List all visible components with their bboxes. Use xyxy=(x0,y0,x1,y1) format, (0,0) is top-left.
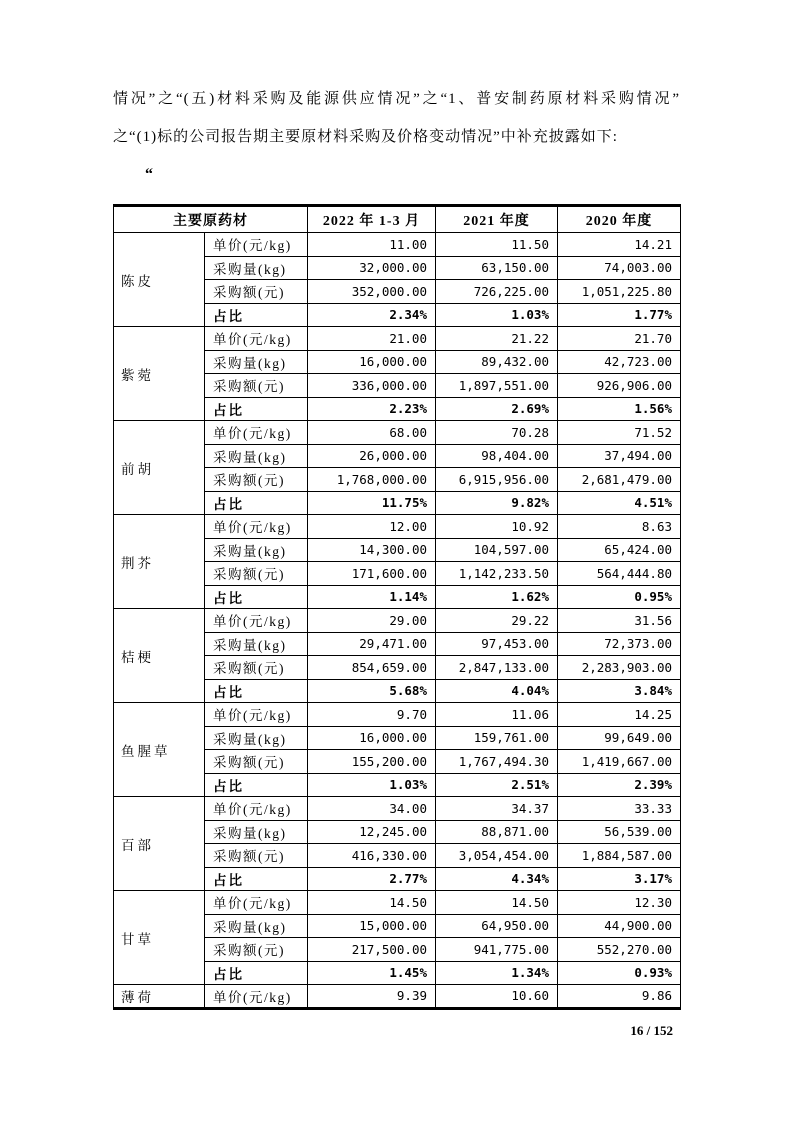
material-name: 鱼腥草 xyxy=(114,703,205,797)
header-period-2020: 2020 年度 xyxy=(558,206,681,233)
page-content xyxy=(0,80,793,1039)
metric-label: 单价(元/kg) xyxy=(205,421,308,445)
value-cell: 34.00 xyxy=(308,797,436,821)
metric-label: 采购量(kg) xyxy=(205,820,308,844)
value-cell: 1,897,551.00 xyxy=(436,374,558,398)
value-cell: 1.77% xyxy=(558,303,681,327)
table-row xyxy=(114,515,681,539)
value-cell: 99,649.00 xyxy=(558,726,681,750)
intro-paragraph xyxy=(113,80,680,156)
metric-label: 单价(元/kg) xyxy=(205,703,308,727)
metric-label: 采购量(kg) xyxy=(205,256,308,280)
metric-label: 采购额(元) xyxy=(205,750,308,774)
table-header xyxy=(114,206,681,233)
value-cell: 2,681,479.00 xyxy=(558,468,681,492)
value-cell: 416,330.00 xyxy=(308,844,436,868)
value-cell: 11.06 xyxy=(436,703,558,727)
table-row xyxy=(114,421,681,445)
value-cell: 14.50 xyxy=(436,891,558,915)
value-cell: 11.75% xyxy=(308,491,436,515)
value-cell: 159,761.00 xyxy=(436,726,558,750)
metric-label: 采购额(元) xyxy=(205,280,308,304)
value-cell: 74,003.00 xyxy=(558,256,681,280)
value-cell: 1,051,225.80 xyxy=(558,280,681,304)
metric-label: 采购额(元) xyxy=(205,374,308,398)
value-cell: 44,900.00 xyxy=(558,914,681,938)
metric-label: 单价(元/kg) xyxy=(205,233,308,257)
metric-label: 采购量(kg) xyxy=(205,726,308,750)
metric-label: 单价(元/kg) xyxy=(205,327,308,351)
metric-label: 占比 xyxy=(205,397,308,421)
value-cell: 70.28 xyxy=(436,421,558,445)
metric-label: 采购额(元) xyxy=(205,468,308,492)
header-period-2022: 2022 年 1-3 月 xyxy=(308,206,436,233)
value-cell: 0.95% xyxy=(558,585,681,609)
value-cell: 1.34% xyxy=(436,961,558,985)
value-cell: 29.22 xyxy=(436,609,558,633)
value-cell: 104,597.00 xyxy=(436,538,558,562)
value-cell: 32,000.00 xyxy=(308,256,436,280)
value-cell: 14.25 xyxy=(558,703,681,727)
table-body xyxy=(114,233,681,1009)
value-cell: 64,950.00 xyxy=(436,914,558,938)
value-cell: 854,659.00 xyxy=(308,656,436,680)
value-cell: 12.00 xyxy=(308,515,436,539)
value-cell: 2.23% xyxy=(308,397,436,421)
value-cell: 29.00 xyxy=(308,609,436,633)
value-cell: 16,000.00 xyxy=(308,350,436,374)
header-period-2021: 2021 年度 xyxy=(436,206,558,233)
value-cell: 21.22 xyxy=(436,327,558,351)
value-cell: 1,767,494.30 xyxy=(436,750,558,774)
value-cell: 4.51% xyxy=(558,491,681,515)
value-cell: 34.37 xyxy=(436,797,558,821)
value-cell: 72,373.00 xyxy=(558,632,681,656)
value-cell: 4.34% xyxy=(436,867,558,891)
material-name: 薄荷 xyxy=(114,985,205,1009)
value-cell: 352,000.00 xyxy=(308,280,436,304)
material-name: 百部 xyxy=(114,797,205,891)
metric-label: 单价(元/kg) xyxy=(205,515,308,539)
value-cell: 336,000.00 xyxy=(308,374,436,398)
value-cell: 1.03% xyxy=(436,303,558,327)
material-name: 陈皮 xyxy=(114,233,205,327)
value-cell: 1,884,587.00 xyxy=(558,844,681,868)
table-row xyxy=(114,797,681,821)
metric-label: 单价(元/kg) xyxy=(205,797,308,821)
value-cell: 1.45% xyxy=(308,961,436,985)
value-cell: 1,768,000.00 xyxy=(308,468,436,492)
value-cell: 37,494.00 xyxy=(558,444,681,468)
value-cell: 26,000.00 xyxy=(308,444,436,468)
value-cell: 155,200.00 xyxy=(308,750,436,774)
material-name: 荆芥 xyxy=(114,515,205,609)
metric-label: 采购额(元) xyxy=(205,562,308,586)
value-cell: 9.86 xyxy=(558,985,681,1009)
value-cell: 726,225.00 xyxy=(436,280,558,304)
value-cell: 56,539.00 xyxy=(558,820,681,844)
metric-label: 采购量(kg) xyxy=(205,632,308,656)
intro-line-2: 之“(1)标的公司报告期主要原材料采购及价格变动情况”中补充披露如下: xyxy=(113,129,618,145)
value-cell: 98,404.00 xyxy=(436,444,558,468)
value-cell: 941,775.00 xyxy=(436,938,558,962)
metric-label: 单价(元/kg) xyxy=(205,609,308,633)
value-cell: 552,270.00 xyxy=(558,938,681,962)
value-cell: 68.00 xyxy=(308,421,436,445)
opening-quote-mark: “ xyxy=(145,166,153,183)
value-cell: 2.69% xyxy=(436,397,558,421)
value-cell: 12,245.00 xyxy=(308,820,436,844)
value-cell: 15,000.00 xyxy=(308,914,436,938)
value-cell: 71.52 xyxy=(558,421,681,445)
value-cell: 12.30 xyxy=(558,891,681,915)
value-cell: 3.84% xyxy=(558,679,681,703)
value-cell: 1.14% xyxy=(308,585,436,609)
value-cell: 1.03% xyxy=(308,773,436,797)
metric-label: 占比 xyxy=(205,867,308,891)
value-cell: 9.82% xyxy=(436,491,558,515)
metric-label: 占比 xyxy=(205,961,308,985)
table-row xyxy=(114,327,681,351)
intro-line-1: 情况”之“(五)材料采购及能源供应情况”之“1、普安制药原材料采购情况” xyxy=(113,91,680,107)
value-cell: 8.63 xyxy=(558,515,681,539)
value-cell: 42,723.00 xyxy=(558,350,681,374)
metric-label: 单价(元/kg) xyxy=(205,891,308,915)
value-cell: 10.60 xyxy=(436,985,558,1009)
value-cell: 1,419,667.00 xyxy=(558,750,681,774)
metric-label: 占比 xyxy=(205,679,308,703)
value-cell: 1.56% xyxy=(558,397,681,421)
metric-label: 采购量(kg) xyxy=(205,444,308,468)
table-row xyxy=(114,609,681,633)
value-cell: 88,871.00 xyxy=(436,820,558,844)
value-cell: 1,142,233.50 xyxy=(436,562,558,586)
value-cell: 3.17% xyxy=(558,867,681,891)
value-cell: 2,283,903.00 xyxy=(558,656,681,680)
value-cell: 9.70 xyxy=(308,703,436,727)
value-cell: 33.33 xyxy=(558,797,681,821)
value-cell: 11.50 xyxy=(436,233,558,257)
page-number: 16 / 152 xyxy=(630,1022,673,1038)
value-cell: 2.34% xyxy=(308,303,436,327)
value-cell: 2,847,133.00 xyxy=(436,656,558,680)
metric-label: 占比 xyxy=(205,585,308,609)
value-cell: 21.70 xyxy=(558,327,681,351)
table-row xyxy=(114,891,681,915)
value-cell: 2.39% xyxy=(558,773,681,797)
metric-label: 占比 xyxy=(205,491,308,515)
value-cell: 29,471.00 xyxy=(308,632,436,656)
value-cell: 171,600.00 xyxy=(308,562,436,586)
value-cell: 2.77% xyxy=(308,867,436,891)
value-cell: 217,500.00 xyxy=(308,938,436,962)
value-cell: 10.92 xyxy=(436,515,558,539)
value-cell: 21.00 xyxy=(308,327,436,351)
metric-label: 单价(元/kg) xyxy=(205,985,308,1009)
metric-label: 采购量(kg) xyxy=(205,914,308,938)
value-cell: 564,444.80 xyxy=(558,562,681,586)
value-cell: 97,453.00 xyxy=(436,632,558,656)
metric-label: 采购量(kg) xyxy=(205,350,308,374)
value-cell: 65,424.00 xyxy=(558,538,681,562)
material-name: 前胡 xyxy=(114,421,205,515)
metric-label: 占比 xyxy=(205,303,308,327)
table-row xyxy=(114,985,681,1009)
value-cell: 11.00 xyxy=(308,233,436,257)
value-cell: 14.21 xyxy=(558,233,681,257)
table-row xyxy=(114,703,681,727)
value-cell: 3,054,454.00 xyxy=(436,844,558,868)
value-cell: 1.62% xyxy=(436,585,558,609)
value-cell: 14,300.00 xyxy=(308,538,436,562)
metric-label: 采购额(元) xyxy=(205,844,308,868)
value-cell: 14.50 xyxy=(308,891,436,915)
value-cell: 16,000.00 xyxy=(308,726,436,750)
value-cell: 9.39 xyxy=(308,985,436,1009)
value-cell: 926,906.00 xyxy=(558,374,681,398)
material-name: 紫菀 xyxy=(114,327,205,421)
value-cell: 5.68% xyxy=(308,679,436,703)
value-cell: 0.93% xyxy=(558,961,681,985)
value-cell: 4.04% xyxy=(436,679,558,703)
value-cell: 89,432.00 xyxy=(436,350,558,374)
metric-label: 占比 xyxy=(205,773,308,797)
metric-label: 采购额(元) xyxy=(205,656,308,680)
table-header-row xyxy=(114,206,681,233)
raw-materials-table xyxy=(113,204,681,1010)
metric-label: 采购量(kg) xyxy=(205,538,308,562)
value-cell: 2.51% xyxy=(436,773,558,797)
metric-label: 采购额(元) xyxy=(205,938,308,962)
material-name: 桔梗 xyxy=(114,609,205,703)
value-cell: 63,150.00 xyxy=(436,256,558,280)
material-name: 甘草 xyxy=(114,891,205,985)
value-cell: 31.56 xyxy=(558,609,681,633)
value-cell: 6,915,956.00 xyxy=(436,468,558,492)
header-material: 主要原药材 xyxy=(114,206,308,233)
table-row xyxy=(114,233,681,257)
